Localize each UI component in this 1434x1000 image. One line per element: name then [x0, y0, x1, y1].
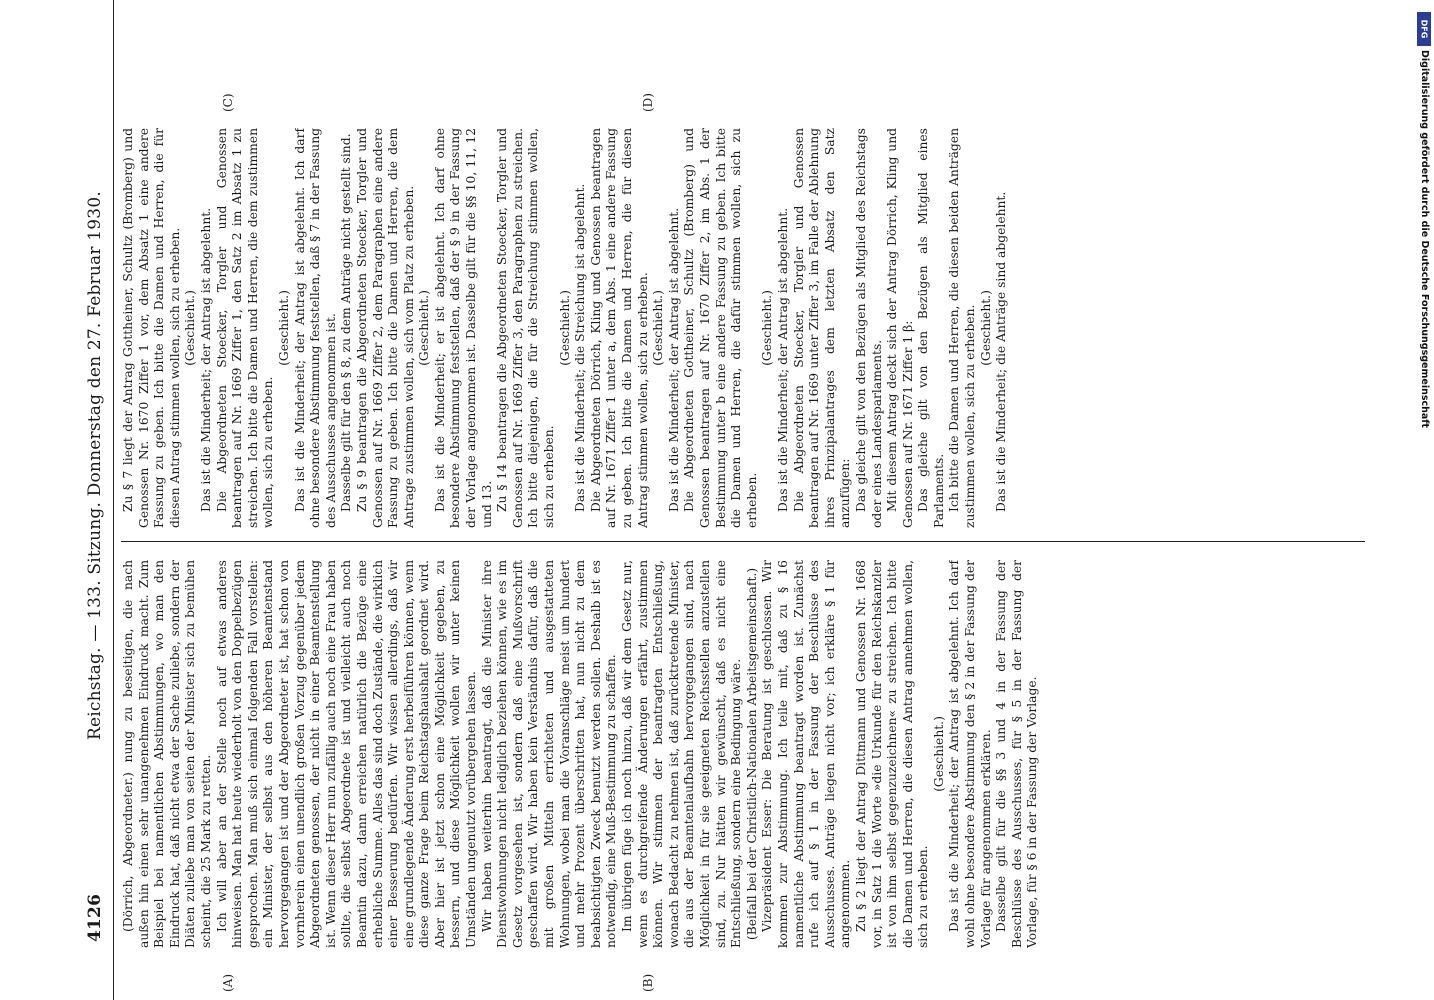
paragraph: (Geschieht.) [417, 290, 432, 366]
margin-mark-a: (A) [221, 973, 235, 992]
paragraph: Zu § 2 liegt der Antrag Dittmann und Genossen Nr. 1668 vor, in Satz 1 die Worte »die Urkunde für den Reichskanzler ist von ihm selbst gegenzuzeichnen« zu streichen. Ich bitte die Damen und Herren, die diesen Antrag annehmen wollen, sich zu erheben. [853, 560, 931, 948]
paragraph: Zu § 9 beantragen die Abgeordneten Stoecker, Torgler und Genossen auf Nr. 1669 Ziffer 2, dem Paragraphen eine andere Fassung zu geben. Ich bitte die Damen und Herren, die dem Antrage zustimmen wollen, sich vom Platz zu erheben. [354, 128, 416, 528]
left-column [121, 560, 1365, 948]
paragraph: Im übrigen füge ich noch hinzu, daß wir dem Gesetz nur, wenn es durchgreifende Änderungen erfährt, zustimmen können. Wir stimmen der beantragten Entschließung, wonach Bedacht zu nehmen ist, daß zurücktretende Minister, die aus der Beamtenlaufbahn hervorgegangen sind, nach Möglichkeit in für sie geeigneten Reichsstellen anzustellen sind, zu. Nur hätten wir gewünscht, daß es nicht eine Entschließung, sondern eine Bedingung wäre. [620, 560, 744, 948]
paragraph: Vizepräsident Esser: Die Beratung ist geschlossen. Wir kommen zur Abstimmung. Ich teile mit, daß zu § 16 namentliche Abstimmung beantragt worden ist. Zunächst rufe ich auf § 1 in der Fassung der Beschlüsse des Ausschusses. Anträge liegen nicht vor; ich erkläre § 1 für angenommen. [760, 560, 853, 948]
paragraph: Ich bitte die Damen und Herren, die diesen beiden Anträgen zustimmen wollen, sich zu erheben. [947, 128, 978, 528]
paragraph: Das ist die Minderheit; der Antrag ist abgelehnt. [666, 207, 681, 512]
paragraph: Dasselbe gilt für den § 8, zu dem Anträge nicht gestellt sind. [339, 133, 354, 512]
paragraph: Das ist die Minderheit; der Antrag ist abgelehnt. [775, 207, 790, 512]
paragraph: Dasselbe gilt für die §§ 3 und 4 in der Fassung der Beschlüsse des Ausschusses, für § 5 in der Fassung der Vorlage, für § 6 in der Fassung der Vorlage. [994, 560, 1040, 948]
paragraph: (Beifall bei der Christlich-Nationalen Arbeitsgemeinschaft.) [744, 567, 759, 941]
paragraph: Das gleiche gilt von den Bezügen als Mitglied eines Parlaments. [916, 128, 946, 528]
paragraph: Das ist die Minderheit; der Antrag ist abgelehnt. [198, 207, 213, 512]
rotated-document-page [57, 0, 1377, 1000]
paragraph: (Dörrich, Abgeordneter.) nung zu beseitigen, die nach außen hin einen sehr unangenehmen Eindruck macht. Zum Beispiel bei namentlichen Abstimmungen, wo man den Eindruck hat, daß nicht etwa der Sache zuliebe, sondern der Diäten zuliebe man von seiten der Minister sich zu bemühen scheint, die 25 Mark zu retten. [121, 560, 213, 948]
paragraph: Das ist die Minderheit; er ist abgelehnt. Ich darf ohne besondere Abstimmung feststellen, daß der § 9 in der Fassung der Vorlage angenommen ist. Dasselbe gilt für die §§ 10, 11, 12 und 13. [432, 128, 494, 528]
paragraph: Die Abgeordneten Gottheiner, Schultz (Bromberg) und Genossen beantragen auf Nr. 1670 Ziffer 2, im Abs. 1 der Bestimmung unter b eine andere Fassung zu geben. Ich bitte die Damen und Herren, die dafür stimmen wollen, sich zu erheben. [682, 128, 759, 528]
paragraph: Die Abgeordneten Stoecker, Torgler und Genossen beantragen auf Nr. 1669 unter Ziffer 3, im Falle der Ablehnung ihres Prinzipalantrages dem letzten Absatz den Satz anzufügen: [791, 128, 853, 528]
margin-mark-d: (D) [641, 93, 655, 112]
digitization-text: Digitalisierung gefördert durch die Deutsche Forschungsgemeinschaft [1419, 50, 1430, 428]
paragraph: Das ist die Minderheit; die Anträge sind abgelehnt. [994, 191, 1009, 512]
paragraph: Zu § 14 beantragen die Abgeordneten Stoecker, Torgler und Genossen auf Nr. 1669 Ziffer 3, den Paragraphen zu streichen. Ich bitte diejenigen, die für die Streichung stimmen wollen, sich zu erheben. [495, 128, 557, 528]
right-column [121, 128, 1365, 528]
paragraph: (Geschieht.) [760, 290, 775, 366]
paragraph: Zu § 7 liegt der Antrag Gottheiner, Schultz (Bromberg) und Genossen Nr. 1670 Ziffer 1 vor, dem Absatz 1 eine andere Fassung zu geben. Ich bitte die Damen und Herren, die für diesen Antrag stimmen wollen, sich zu erheben. [121, 128, 182, 528]
paragraph: (Geschieht.) [651, 290, 666, 366]
column-divider [121, 541, 1365, 542]
paragraph: Die Abgeordneten Stoecker, Torgler und Genossen beantragen auf Nr. 1669 Ziffer 1, den Satz 2 im Absatz 1 zu streichen. Ich bitte die Damen und Herren, die dem zustimmen wollen, sich zu erheben. [214, 128, 276, 528]
paragraph: Das gleiche gilt von den Bezügen als Mitglied des Reichstags oder eines Landesparlaments. [853, 128, 884, 528]
page-number: 4126 [85, 893, 105, 942]
page-header [79, 0, 114, 1000]
paragraph: (Geschieht.) [931, 716, 946, 792]
paragraph: Das ist die Minderheit; die Streichung ist abgelehnt. [573, 183, 588, 512]
paragraph: Wir haben weiterhin beantragt, daß die Minister ihre Dienstwohnungen nicht lediglich beziehen können, wie es im Gesetz vorgesehen ist, sondern daß eine Mußvorschrift geschaffen wird. Wir haben kein Verständnis dafür, daß die mit großen Mitteln errichteten und ausgestatteten Wohnungen, wobei man die Voranschläge meist um hundert und mehr Prozent überschritten hat, nun nicht zu dem beabsichtigten Zweck benutzt werden sollen. Deshalb ist es notwendig, eine Muß-Bestimmung zu schaffen. [479, 560, 619, 948]
paragraph: Das ist die Minderheit; der Antrag ist abgelehnt. Ich darf wohl ohne besondere Abstimmung den § 2 in der Fassung der Vorlage für angenommen erklären. [947, 560, 993, 948]
page-title: Reichstag. — 133. Sitzung. Donnerstag den 27. Februar 1930. [85, 191, 105, 740]
paragraph: Das ist die Minderheit; der Antrag ist abgelehnt. Ich darf ohne besondere Abstimmung feststellen, daß § 7 in der Fassung des Ausschusses angenommen ist. [292, 128, 338, 528]
paragraph: Ich will aber an der Stelle noch auf etwas anderes hinweisen. Man hat heute wiederholt von den Doppelbezügen gesprochen. Man muß sich einmal folgenden Fall vorstellen: ein Minister, der selbst aus den höheren Beamtenstand hervorgegangen ist und der Abgeordneter ist, hat schon von vornherein einen unendlich großen Vorzug gegenüber jedem Abgeordneten genossen, der nicht in einer Beamtenstellung ist. Wenn dieser Herr nun zufällig auch noch eine Frau haben sollte, die selbst Abgeordnete ist und vielleicht auch noch Beamtin dazu, dann erreichen natürlich die Bezüge eine erhebliche Summe. Alles das sind doch Zustände, die wirklich einer Besserung bedürfen. Wir wissen allerdings, daß wir eine grundlegende Änderung erst herbeiführen können, wenn diese ganze Frage beim Reichstagshaushalt geordnet wird. Aber hier ist jetzt schon eine Möglichkeit gegeben, zu bessern, und diese Möglichkeit wollen wir unter keinen Umständen ungenutzt vorübergehen lassen. [214, 560, 479, 948]
margin-mark-c: (C) [221, 93, 235, 112]
margin-mark-b: (B) [641, 973, 655, 992]
paragraph: (Geschieht.) [276, 290, 291, 366]
digitization-note [1416, 8, 1432, 992]
text-columns [121, 70, 1365, 992]
paragraph: Die Abgeordneten Dörrich, Kling und Genossen beantragen auf Nr. 1671 Ziffer 1 unter a, dem Abs. 1 eine andere Fassung zu geben. Ich bitte die Damen und Herren, die für diesen Antrag stimmen wollen, sich zu erheben. [588, 128, 650, 528]
paragraph: (Geschieht.) [183, 290, 198, 366]
paragraph: (Geschieht.) [557, 290, 572, 366]
paragraph: Mit diesem Antrag deckt sich der Antrag Dörrich, Kling und Genossen auf Nr. 1671 Ziffer 1 β: [885, 128, 915, 528]
dfg-logo: DFG [1417, 12, 1431, 46]
paragraph: (Geschieht.) [978, 290, 993, 366]
